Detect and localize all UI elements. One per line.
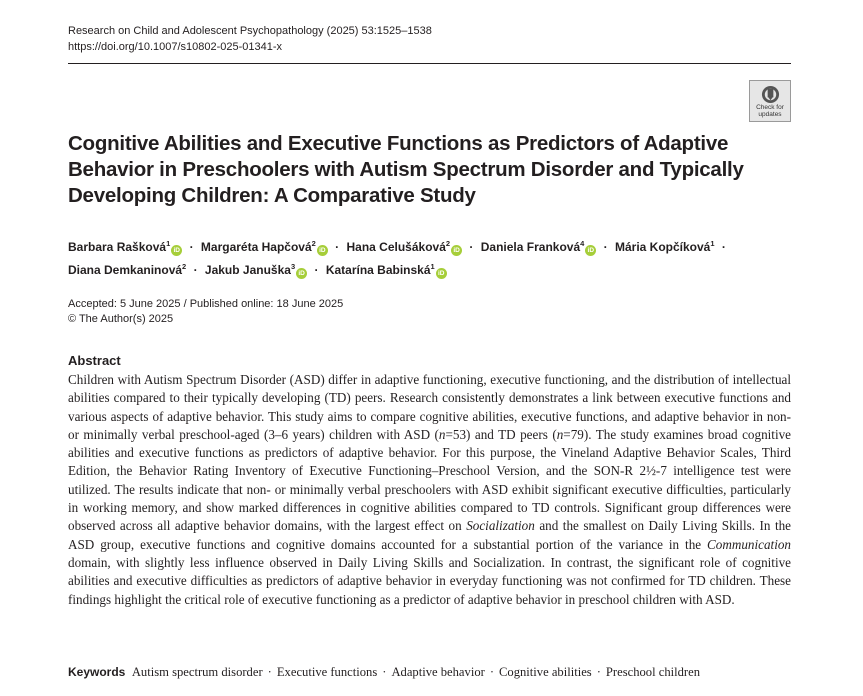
author-list <box>68 234 798 280</box>
header-rule <box>68 63 791 64</box>
article-title: Cognitive Abilities and Executive Functions as Predictors of Adaptive Behavior in Preschoolers with Autism Spectrum Disorder and Typically Developing Children: A Comparative Study <box>68 132 744 207</box>
affiliation-marker: 1 <box>166 239 171 248</box>
abstract-italic-text: n <box>556 426 564 442</box>
author-name: Diana Demkaninová <box>68 263 183 277</box>
abstract-text: Children with Autism Spectrum Disorder (ASD) differ in adaptive functioning, executive functioning, and the distribution of intellectual abilities compared to their typically developing (TD) peers. Research consistently demonstrates a link between executive functions and various aspects of adaptive behavior. This study aims to compare cognitive abilities, executive functions, and adaptive behavior in non- or minimally verbal preschool-aged (3–6 years) children with ASD ( <box>68 372 791 442</box>
keywords-line <box>68 664 798 681</box>
author-name: Mária Kopčíková <box>614 240 711 254</box>
keyword: Autism spectrum disorder <box>131 665 263 679</box>
author-separator: · <box>721 240 726 254</box>
crossmark-icon <box>761 85 780 104</box>
orcid-icon[interactable]: iD <box>451 245 462 256</box>
author-name: Daniela Franková <box>480 240 581 254</box>
journal-citation: Research on Child and Adolescent Psychopathology (2025) 53:1525–1538 <box>68 25 432 37</box>
orcid-icon[interactable]: iD <box>585 245 596 256</box>
keywords-list <box>132 665 700 679</box>
author-separator: · <box>189 240 194 254</box>
author-name: Jakub Januška <box>204 263 291 277</box>
keyword: Adaptive behavior <box>391 665 485 679</box>
author-name: Katarína Babinská <box>325 263 431 277</box>
affiliation-marker: 2 <box>182 262 187 271</box>
orcid-icon[interactable]: iD <box>171 245 182 256</box>
badge-line1: Check for <box>756 104 784 111</box>
abstract-text: =79). The study examines broad cognitive abilities and executive functions as predictors of adaptive behavior. For this purpose, the Vineland Adaptive Behavior Scales, Third Edition, the Behavior Rating Inventory of Executive Functioning–Preschool Version, and the SON-R 2½-7 intelligence test were utilized. The results indicate that non- or minimally verbal preschoolers with ASD exhibit significant executive difficulties, particularly in working memory, and show marked differences in cognitive abilities compared to TD controls. Significant group differences were observed across all adaptive behavior domains, with the largest effect on <box>68 426 791 534</box>
author <box>201 240 328 254</box>
keyword: Cognitive abilities <box>499 665 592 679</box>
copyright-notice: © The Author(s) 2025 <box>68 313 174 325</box>
affiliation-marker: 2 <box>445 239 451 248</box>
orcid-icon[interactable]: iD <box>317 245 328 256</box>
orcid-icon[interactable]: iD <box>436 268 447 279</box>
keywords-heading: Keywords <box>68 665 126 679</box>
affiliation-marker: 1 <box>710 239 715 248</box>
affiliation-marker: 4 <box>580 239 585 248</box>
author-separator: · <box>314 263 319 277</box>
abstract-text: and the smallest on Daily Living Skills. In the ASD group, executive functions and cognitive domains accounted for a substantial portion of the variance in the <box>68 518 792 552</box>
author <box>68 263 186 277</box>
affiliation-marker: 3 <box>290 262 296 271</box>
doi-link[interactable]: https://doi.org/10.1007/s10802-025-01341-x <box>68 41 283 53</box>
author-name: Barbara Rašková <box>68 240 167 254</box>
keyword-separator: · <box>382 665 387 679</box>
badge-line2: updates <box>758 111 782 118</box>
author <box>205 263 307 277</box>
author <box>68 240 182 254</box>
author <box>326 263 447 277</box>
author <box>481 240 597 254</box>
affiliation-marker: 1 <box>430 262 435 271</box>
keyword-separator: · <box>267 665 272 679</box>
author-name: Margaréta Hapčová <box>200 240 312 254</box>
badge-label <box>750 104 790 118</box>
abstract-body <box>68 371 791 609</box>
keyword: Preschool children <box>605 665 700 679</box>
author <box>347 240 463 254</box>
author-separator: · <box>469 240 474 254</box>
abstract-italic-text: n <box>438 426 446 442</box>
author-separator: · <box>335 240 340 254</box>
abstract-heading: Abstract <box>68 353 121 368</box>
keyword: Executive functions <box>276 665 378 679</box>
abstract-italic-text: Communication <box>707 536 791 552</box>
author-name: Hana Celušáková <box>346 240 446 254</box>
keyword-separator: · <box>596 665 601 679</box>
abstract-italic-text: Socialization <box>466 518 535 534</box>
abstract-text: domain, with slightly less influence observed in Daily Living Skills and Socialization. In contrast, the significant role of cognitive abilities and executive difficulties as predictors of adaptive behavior in everyday functioning was not confirmed for TD children. These findings highlight the critical role of executive functioning as a predictor of adaptive behavior in preschool children with ASD. <box>68 554 791 607</box>
check-for-updates-badge[interactable] <box>749 80 791 122</box>
orcid-icon[interactable]: iD <box>296 268 307 279</box>
affiliation-marker: 2 <box>311 239 316 248</box>
author-separator: · <box>193 263 198 277</box>
keyword-separator: · <box>489 665 495 679</box>
author-separator: · <box>603 240 608 254</box>
abstract-text: =53) and TD peers ( <box>445 426 557 442</box>
publication-dates: Accepted: 5 June 2025 / Published online: 18 June 2025 <box>68 298 344 310</box>
author <box>615 240 715 254</box>
